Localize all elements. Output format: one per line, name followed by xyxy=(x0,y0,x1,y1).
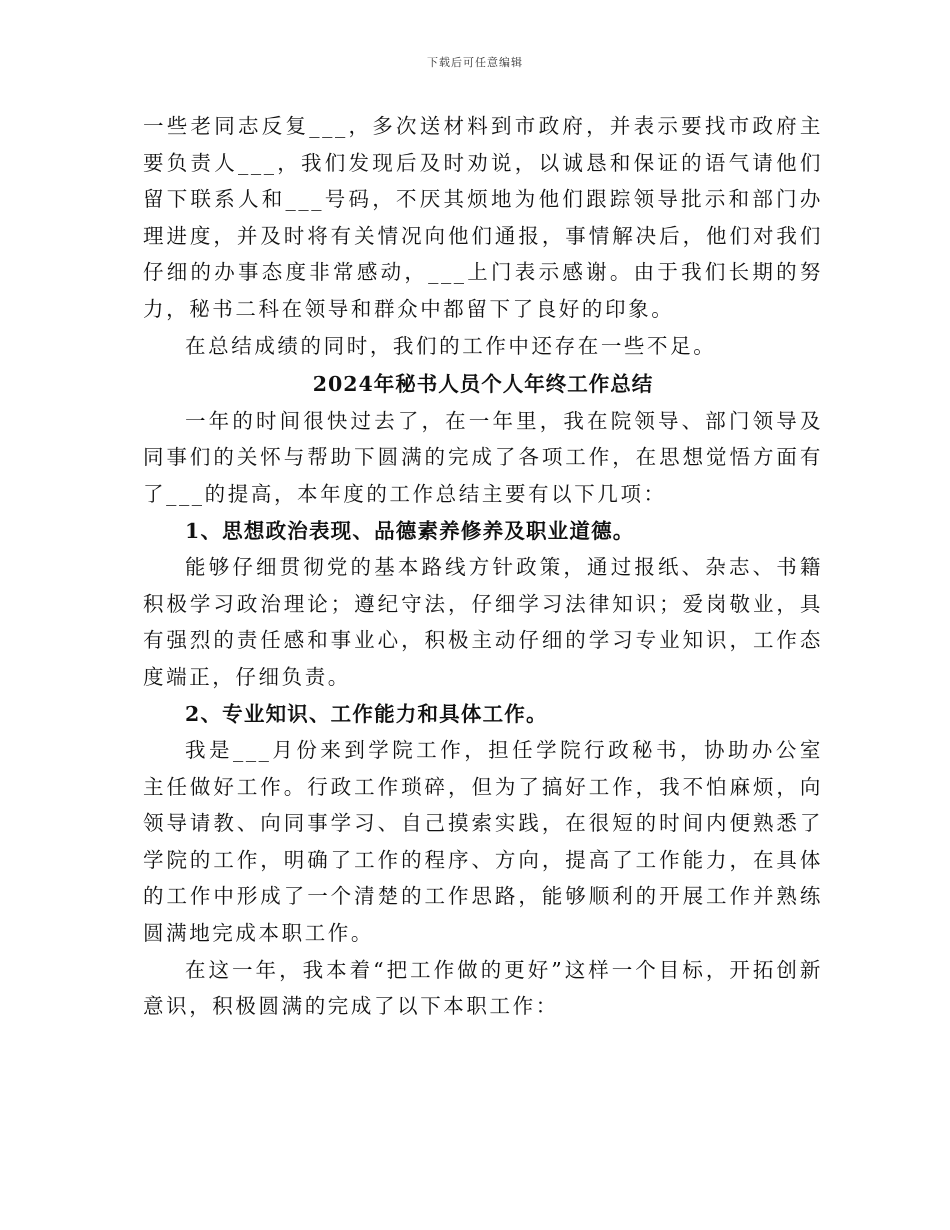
section-heading-1: 1、思想政治表现、品德素养修养及职业道德。 xyxy=(185,518,635,543)
section-heading-2: 2、专业知识、工作能力和具体工作。 xyxy=(185,701,548,726)
paragraph-intro: 一年的时间很快过去了，在一年里，我在院领导、部门领导及同事们的关怀与帮助下圆满的完成了各项工作，在思想觉悟方面有了___的提高，本年度的工作总结主要有以下几项： xyxy=(143,408,823,506)
paragraph-political: 能够仔细贯彻党的基本路线方针政策，通过报纸、杂志、书籍积极学习政治理论；遵纪守法，仔细学习法律知识；爱岗敬业，具有强烈的责任感和事业心，积极主动仔细的学习专业知识，工作态度端正，仔细负责。 xyxy=(143,555,823,689)
document-title: 2024年秘书人员个人年终工作总结 xyxy=(312,372,654,397)
paragraph-goal: 在这一年，我本着“把工作做的更好”这样一个目标，开拓创新意识，积极圆满的完成了以下本职工作： xyxy=(143,957,823,1019)
page-header-note: 下载后可任意编辑 xyxy=(427,56,523,69)
paragraph-continuation: 一些老同志反复___，多次送材料到市政府，并表示要找市政府主要负责人___，我们发现后及时劝说，以诚恳和保证的语气请他们留下联系人和___号码，不厌其烦地为他们跟踪领导批示和部门办理进度，并及时将有关情况向他们通报，事情解决后，他们对我们仔细的办事态度非常感动，___上门表示感谢。由于我们长期的努力，秘书二科在领导和群众中都留下了良好的印象。 xyxy=(143,114,823,321)
paragraph-shortcomings: 在总结成绩的同时，我们的工作中还存在一些不足。 xyxy=(185,333,717,358)
paragraph-work: 我是___月份来到学院工作，担任学院行政秘书，协助办公室主任做好工作。行政工作琐碎，但为了搞好工作，我不怕麻烦，向领导请教、向同事学习、自己摸索实践，在很短的时间内便熟悉了学院的工作，明确了工作的程序、方向，提高了工作能力，在具体的工作中形成了一个清楚的工作思路，能够顺利的开展工作并熟练圆满地完成本职工作。 xyxy=(143,738,823,946)
document-body xyxy=(143,108,823,1025)
